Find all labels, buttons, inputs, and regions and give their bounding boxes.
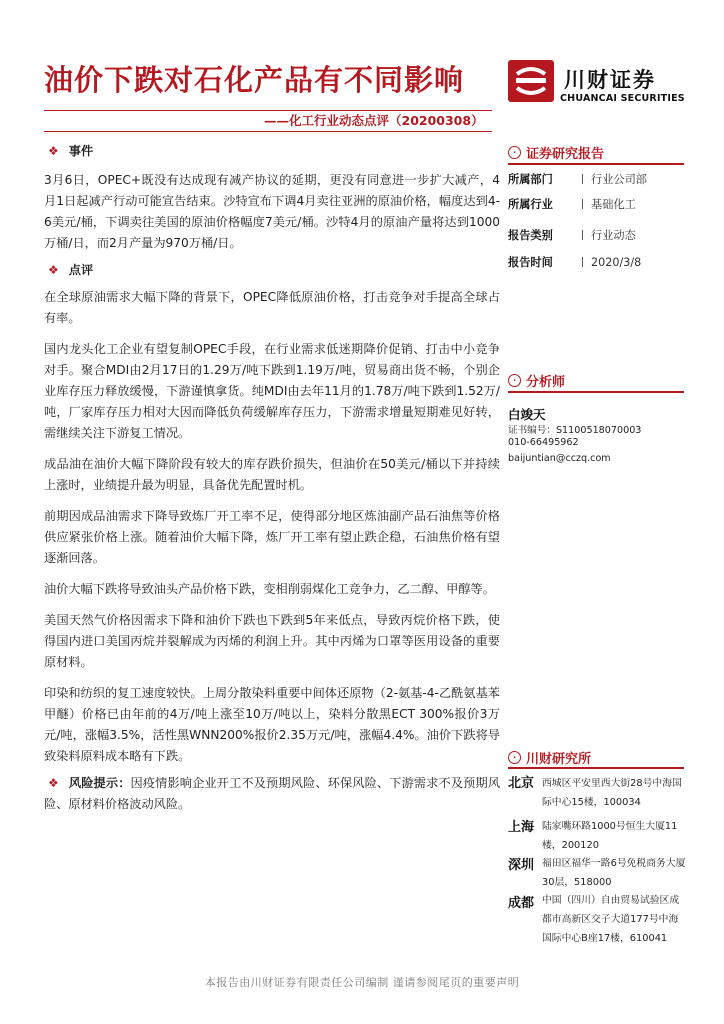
office-address-beijing: 西城区平安里西大街28号中海国际中心15楼，100034 — [542, 778, 682, 808]
analyst-cert: 证书编号：S1100518070003 — [508, 425, 642, 436]
office-city-chengdu: 成都 — [508, 896, 535, 911]
meta-row-date: 报告时间 2020/3/8 — [508, 255, 642, 269]
circle-bullet-icon: ∙ — [508, 374, 521, 387]
meta-row-industry: 所属行业 基础化工 — [508, 198, 636, 211]
subtitle-divider — [44, 131, 492, 132]
brand-name-en: CHUANCAI SECURITIES — [560, 93, 685, 104]
sidebar-analyst-header: ∙ 分析师 — [508, 371, 565, 390]
risk-text: 因疫情影响企业开工不及预期风险、环保风险、下游需求不及预期风险、原材料价格波动风险。 — [44, 776, 501, 811]
analyst-name: 白竣天 — [508, 407, 546, 422]
office-city-shenzhen: 深圳 — [508, 858, 535, 873]
risk-label: 风险提示： — [68, 776, 131, 790]
office-address-chengdu: 中国（四川）自由贸易试验区成都市高新区交子大道177号中海国际中心B座17楼，610041 — [542, 895, 680, 944]
office-city-beijing: 北京 — [508, 776, 535, 791]
report-subtitle: ——化工行业动态点评（20200308） — [264, 113, 484, 128]
comment-paragraph: 前期因成品油需求下降导致炼厂开工率不足，使得部分地区炼油副产品石油焦等价格供应紧张价格上涨。随着油价大幅下降，炼厂开工率有望止跌企稳，石油焦价格有望逐渐回落。 — [44, 509, 500, 565]
sidebar-divider — [508, 767, 684, 769]
sidebar-report-header: ∙ 证券研究报告 — [508, 143, 604, 162]
section-heading-comment: ❖ 点评 — [44, 260, 500, 281]
sidebar-institute-header: ∙ 川财研究所 — [508, 748, 591, 767]
report-title: 油价下跌对石化产品有不同影响 — [44, 63, 465, 97]
brand-name-cn: 川财证券 — [564, 68, 656, 92]
office-address-shenzhen: 福田区福华一路6号免税商务大厦30层，518000 — [542, 858, 686, 888]
main-content — [44, 141, 500, 815]
comment-paragraph: 油价大幅下跌将导致油头产品价格下跌，变相削弱煤化工竞争力，乙二醇、甲醇等。 — [44, 582, 495, 596]
event-paragraph: 3月6日，OPEC+既没有达成现有减产协议的延期，更没有同意进一步扩大减产，4月1日起减产行动可能宣告结束。沙特宣布下调4月卖往亚洲的原油价格，幅度达到4-6美元/桶，下调卖往美国的原油价格幅度7美元/桶。沙特4月的原油产量将达到1000万桶/日，而2月产量为970万桶/日。 — [44, 173, 500, 250]
comment-paragraph: 成品油在油价大幅下降阶段有较大的库存跌价损失，但油价在50美元/桶以下并持续上涨时，业绩提升最为明显，具备优先配置时机。 — [44, 457, 500, 492]
office-address-shanghai: 陆家嘴环路1000号恒生大厦11楼，200120 — [542, 821, 678, 851]
chuancai-logo-icon — [508, 60, 554, 102]
circle-bullet-icon: ∙ — [508, 751, 521, 764]
comment-paragraph: 印染和纺织的复工速度较快。上周分散染料重要中间体还原物（2-氨基-4-乙酰氨基苯甲醚）价格已由年前的4万/吨上涨至10万/吨以上，染料分散黑ECT 300%报价3万元/吨，涨幅3.5%，活性黑WNN200%报价2.35万元/吨，涨幅4.4%。油价下跌将导致染料原料成本略有下跌。 — [44, 686, 500, 763]
comment-paragraph: 在全球原油需求大幅下降的背景下，OPEC降低原油价格，打击竞争对手提高全球占有率。 — [44, 290, 500, 325]
risk-paragraph — [44, 773, 500, 815]
comment-paragraph: 国内龙头化工企业有望复制OPEC手段，在行业需求低迷期降价促销、打击中小竞争对手。聚合MDI由2月17日的1.29万/吨下跌到1.19万/吨，贸易商出货不畅，个别企业库存压力释放缓慢，下游谨慎拿货。纯MDI由去年11月的1.78万/吨下跌到1.52万/吨，厂家库存压力相对大因而降低负荷缓解库存压力，下游需求增量短期难见好转，需继续关注下游复工情况。 — [44, 342, 500, 440]
sidebar-divider — [508, 163, 684, 165]
analyst-phone: 010-66495962 — [508, 437, 579, 448]
office-city-shanghai: 上海 — [508, 820, 535, 835]
diamond-bullet-icon: ❖ — [48, 263, 59, 277]
diamond-bullet-icon: ❖ — [48, 776, 59, 790]
sidebar-divider — [508, 391, 684, 393]
section-heading-event: ❖ 事件 — [44, 141, 500, 162]
meta-row-category: 报告类别 行业动态 — [508, 229, 636, 242]
comment-paragraph: 美国天然气价格因需求下降和油价下跌也下跌到5年来低点，导致丙烷价格下跌，使得国内进口美国丙烷并裂解成为丙烯的利润上升。其中丙烯为口罩等医用设备的重要原材料。 — [44, 613, 500, 669]
page-footer: 本报告由川财证券有限责任公司编制 谨请参阅尾页的重要声明 — [204, 976, 520, 989]
analyst-email[interactable]: baijuntian@cczq.com — [508, 453, 611, 464]
meta-row-department: 所属部门 行业公司部 — [508, 173, 647, 186]
diamond-bullet-icon: ❖ — [48, 144, 59, 158]
circle-bullet-icon: ∙ — [508, 146, 521, 159]
